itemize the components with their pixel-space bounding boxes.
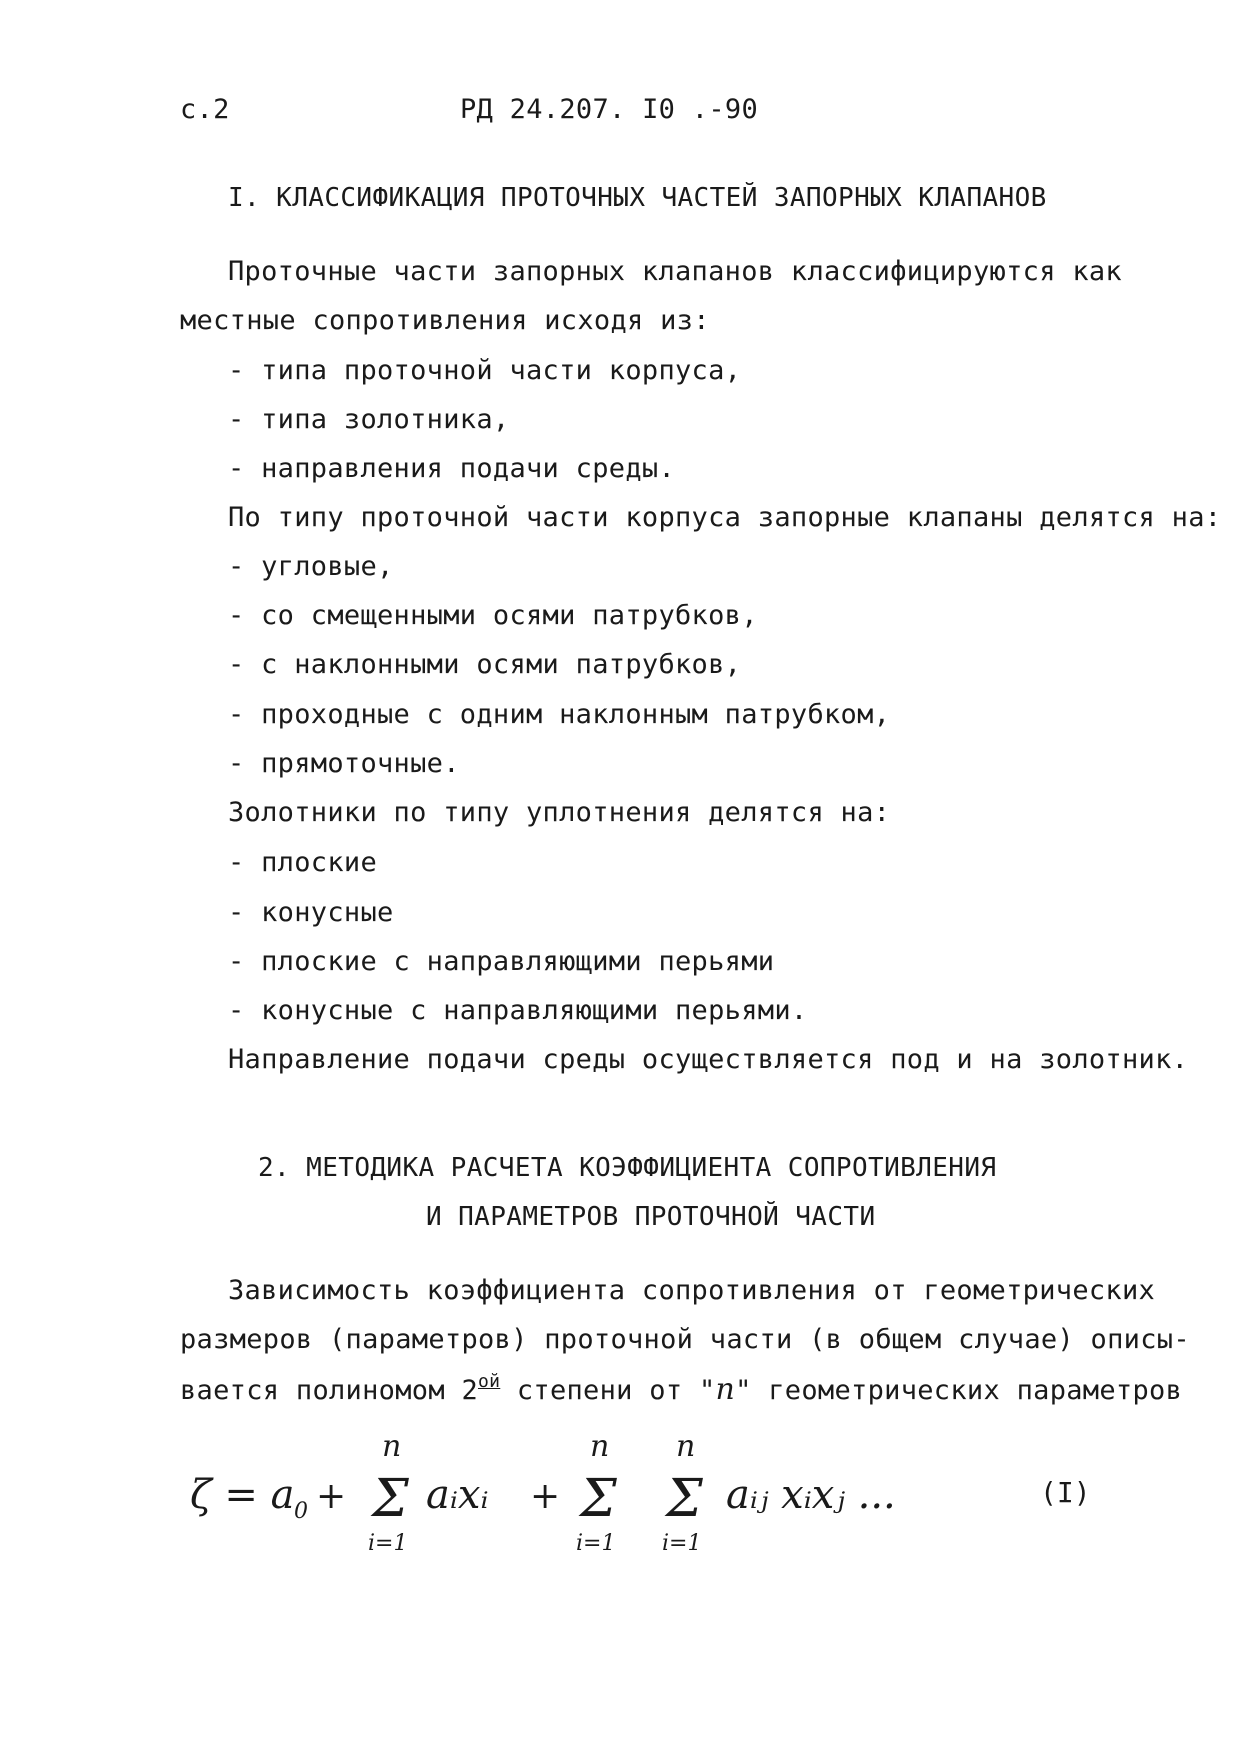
section-2-title-line-1: 2. МЕТОДИКА РАСЧЕТА КОЭФФИЦИЕНТА СОПРОТИВЛЕНИЯ bbox=[258, 1153, 997, 1183]
para-line-3-start: вается полиномом 2 bbox=[180, 1375, 478, 1406]
body-type-item-3: - с наклонными осями патрубков, bbox=[228, 649, 742, 680]
sum-2-upper: n bbox=[590, 1438, 610, 1464]
body-type-item-4: - проходные с одним наклонным патрубком, bbox=[228, 699, 891, 730]
section-1-title: I. КЛАССИФИКАЦИЯ ПРОТОЧНЫХ ЧАСТЕЙ ЗАПОРНЫХ КЛАПАНОВ bbox=[228, 183, 1047, 213]
formula-1 bbox=[190, 1438, 1150, 1558]
flow-direction-text: Направление подачи среды осуществляется под и на золотник. bbox=[228, 1044, 1189, 1075]
body-type-item-5: - прямоточные. bbox=[228, 748, 460, 779]
formula-term-1: aᵢxᵢ bbox=[426, 1472, 489, 1518]
body-type-intro: По типу проточной части корпуса запорные клапаны делятся на: bbox=[228, 502, 1222, 533]
sum-1-symbol: Σ bbox=[372, 1469, 409, 1529]
formula-plus-2: + bbox=[530, 1476, 561, 1517]
spool-type-item-1: - плоские bbox=[228, 847, 377, 878]
criteria-item-3: - направления подачи среды. bbox=[228, 453, 675, 484]
body-type-item-1: - угловые, bbox=[228, 551, 394, 582]
section-1-intro-line-1: Проточные части запорных клапанов классифицируются как bbox=[228, 256, 1122, 287]
sum-2-lower: i=1 bbox=[576, 1531, 616, 1556]
criteria-item-1: - типа проточной части корпуса, bbox=[228, 355, 742, 386]
n-symbol: n bbox=[715, 1372, 736, 1407]
section-2-para-line-1: Зависимость коэффициента сопротивления от геометрических bbox=[228, 1275, 1156, 1306]
ordinal-suffix: ой bbox=[478, 1371, 501, 1392]
section-2-para-line-2: размеров (параметров) проточной части (в общем случае) описы- bbox=[180, 1324, 1190, 1355]
document-code: РД 24.207. I0 .-90 bbox=[460, 94, 758, 125]
spool-type-item-4: - конусные с направляющими перьями. bbox=[228, 995, 808, 1026]
para-line-3-mid: степени от " bbox=[500, 1375, 716, 1406]
page-label: с.2 bbox=[180, 94, 230, 125]
para-line-3-end: " геометрических параметров bbox=[735, 1375, 1183, 1406]
spool-intro: Золотники по типу уплотнения делятся на: bbox=[228, 797, 891, 828]
formula-a0-subscript: 0 bbox=[294, 1499, 308, 1524]
formula-plus-1: + bbox=[316, 1476, 347, 1517]
formula-term-2: aᵢⱼ xᵢxⱼ ... bbox=[726, 1472, 896, 1518]
sum-2-symbol: Σ bbox=[580, 1469, 617, 1529]
formula-lhs: ζ = a bbox=[190, 1472, 295, 1518]
spool-type-item-3: - плоские с направляющими перьями bbox=[228, 946, 775, 977]
equation-number: (I) bbox=[1040, 1476, 1091, 1509]
criteria-item-2: - типа золотника, bbox=[228, 404, 510, 435]
sum-3-symbol: Σ bbox=[666, 1469, 703, 1529]
section-2-para-line-3 bbox=[180, 1372, 1182, 1412]
sum-3-lower: i=1 bbox=[662, 1531, 702, 1556]
section-1-intro-line-2: местные сопротивления исходя из: bbox=[180, 305, 710, 336]
body-type-item-2: - со смещенными осями патрубков, bbox=[228, 600, 758, 631]
sum-3-upper: n bbox=[676, 1438, 696, 1464]
sum-1-upper: n bbox=[382, 1438, 402, 1464]
formula-svg bbox=[190, 1438, 1150, 1558]
spool-type-item-2: - конусные bbox=[228, 897, 394, 928]
section-2-title-line-2: И ПАРАМЕТРОВ ПРОТОЧНОЙ ЧАСТИ bbox=[426, 1202, 876, 1232]
sum-1-lower: i=1 bbox=[368, 1531, 408, 1556]
